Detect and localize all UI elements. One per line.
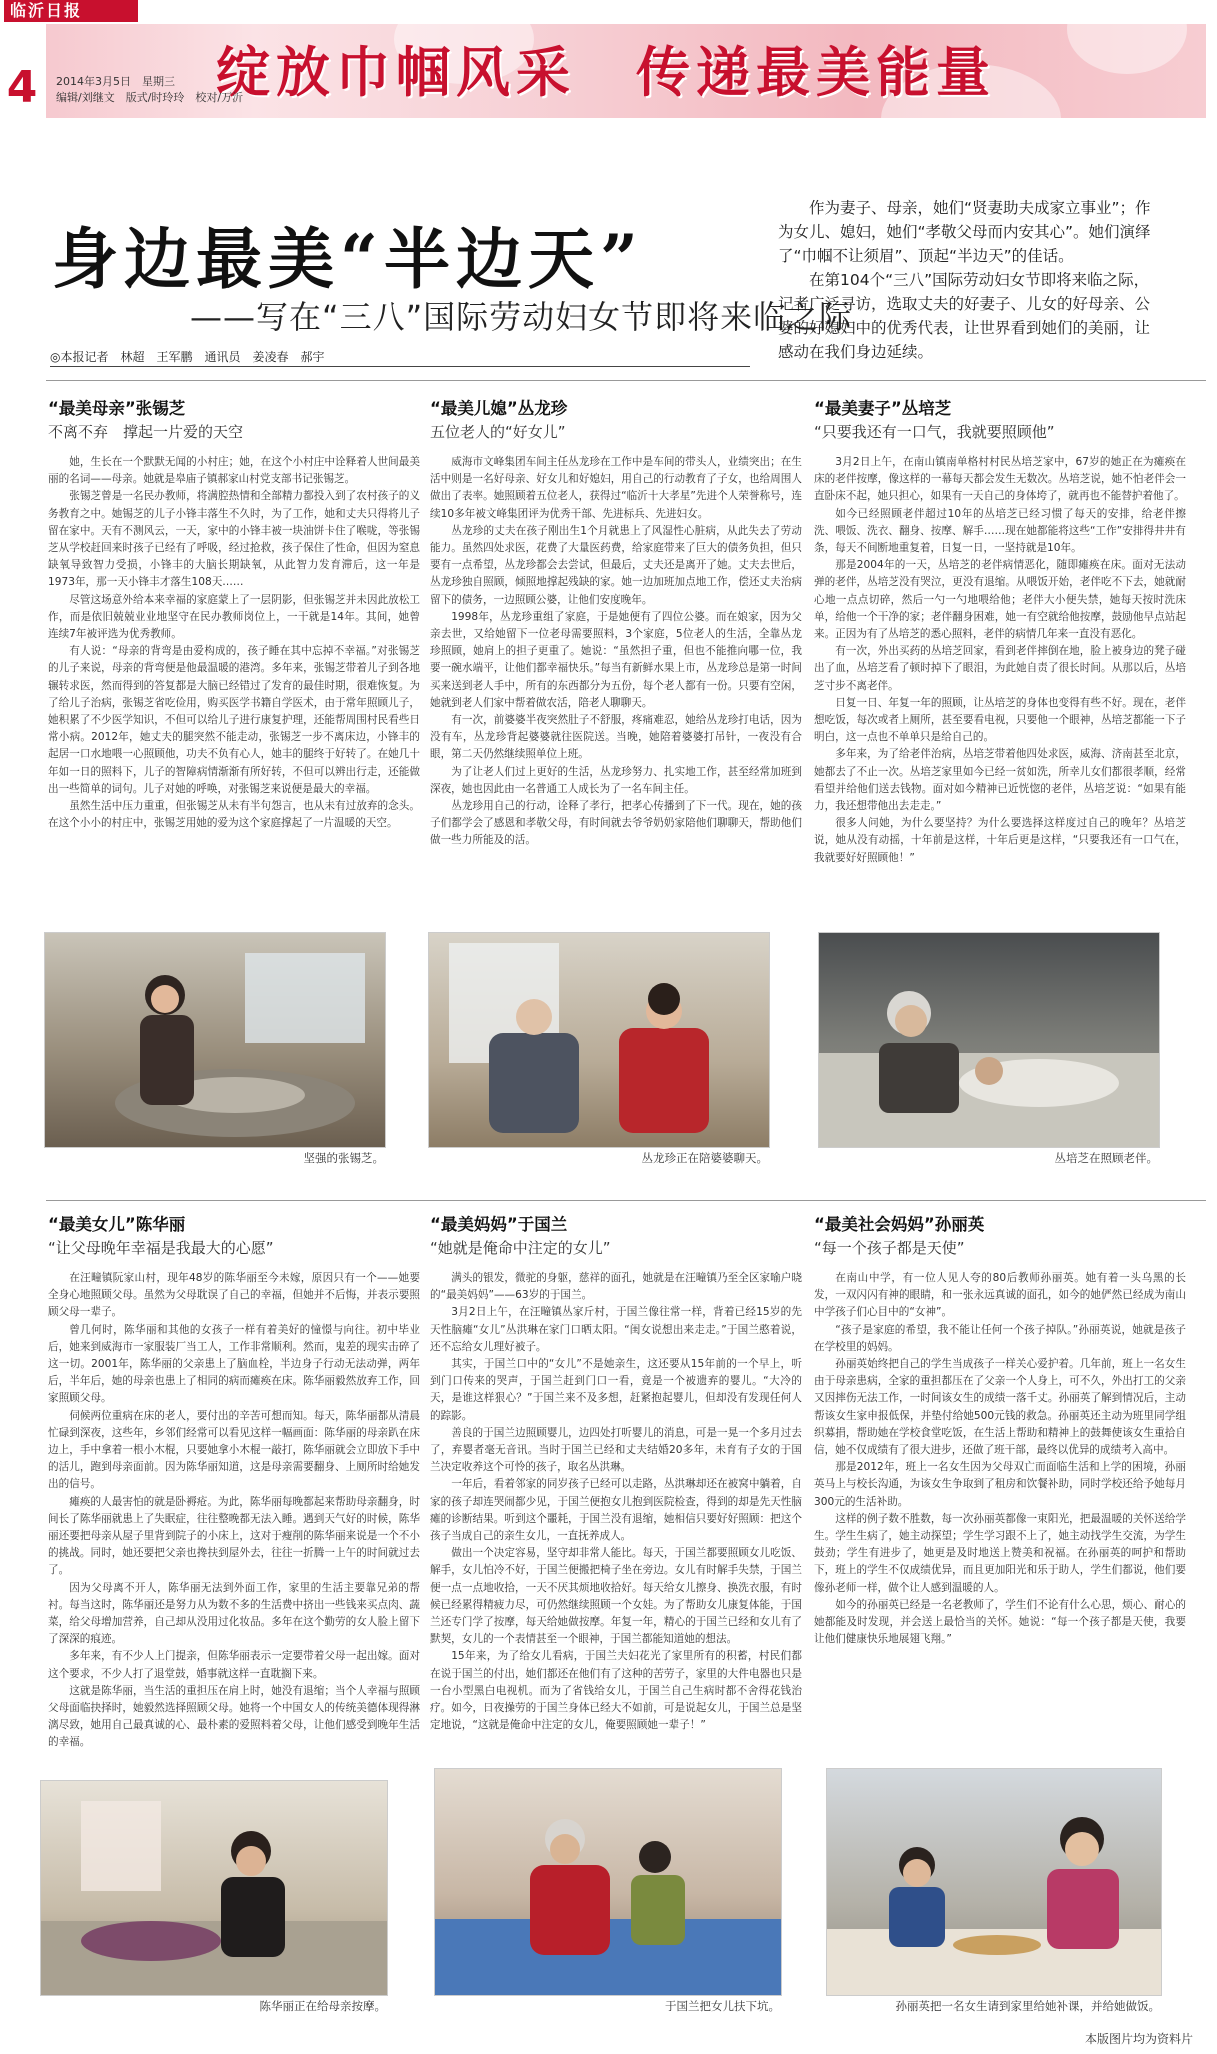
article-paragraph: 善良的于国兰边照顾婴儿，边四处打听婴儿的消息，可是一晃一个多月过去了，弃婴者毫无音讯。当时于国兰已经和丈夫结婚20多年，未育有子女的于国兰决定收养这个可怜的孩子，取名丛洪琳。 [430,1426,802,1474]
article-paragraph: 很多人问她，为什么要坚持？为什么要选择这样度过自己的晚年？丛培芝说，她从没有动摇，十年前是这样，十年后更是这样，“只要我还有一口气在，我就要好好照顾他！” [814,817,1186,864]
article-paragraph: 她，生长在一个默默无闻的小村庄；她，在这个小村庄中诠释着人世间最美丽的名词——母亲。她就是皋庙子镇郝家山村党支部书记张锡芝。 [48,456,420,486]
article-subtitle: “每一个孩子都是天使” [814,1239,965,1257]
article-paragraph: 张锡芝曾是一名民办教师，将满腔热情和全部精力都投入到了农村孩子的义务教育之中。她锡芝的儿子小锋丰落生不久时，为了工作，她和丈夫只得将儿子留在家中。天有不测风云，一天，家中的小锋丰被一块油饼卡住了喉咙，等张锡芝从学校赶回来时孩子已经有了呼吸，经过抢救，孩子保住了性命，但因为窒息缺氧导致智力受损，小锋丰的大脑长期缺氧，从此智力发育滞后，这一年是1973年，那一天小锋丰才落生108天…… [48,490,420,589]
conversation-scene-image [429,933,769,1147]
article-body [430,454,802,850]
article-subtitle: “只要我还有一口气，我就要照顾他” [814,423,1055,441]
article-cong-longzhen [430,398,802,850]
section-divider [46,380,1206,381]
article-body [48,1270,420,1752]
photo-cong-peizhi [818,932,1160,1148]
photo-source-note: 本版图片均为资料片 [1084,2032,1193,2046]
massage-scene-image [41,1781,387,1995]
photo-caption: 丛龙珍正在陪婆婆聊天。 [641,1151,768,1165]
article-paragraph: 尽管这场意外给本来幸福的家庭蒙上了一层阴影，但张锡芝并未因此放松工作，而是依旧兢兢业业地坚守在民办教师岗位上，一干就是14年。其间，她曾连续7年被评选为优秀教师。 [48,593,420,641]
article-title: “最美女儿”陈华丽 [48,1215,186,1234]
feature-title: 身边最美“半边天” [52,220,644,298]
article-paragraph: 满头的银发，微驼的身躯，慈祥的面孔，她就是在汪疃镇乃至全区家喻户晓的“最美妈妈”——63岁的于国兰。 [430,1272,802,1302]
article-paragraph: 在汪疃镇阮家山村，现年48岁的陈华丽至今未嫁，原因只有一个——她要全身心地照顾父母。虽然为父母耽误了自己的幸福，但她并不后悔，并表示要照顾父母一辈子。 [48,1272,420,1319]
article-paragraph: 丛龙珍的丈夫在孩子刚出生1个月就患上了风湿性心脏病，从此失去了劳动能力。虽然四处求医，花费了大量医药费，给家庭带来了巨大的债务负担，但只要有一点希望，丛龙珍都会去尝试，但最后，丈夫还是离开了她。丈夫去世后，丛龙珍独自照顾，倾照地撑起残缺的家。她一边加班加点地工作，偿还丈夫治病留下的债务，一边照顾公婆，让他们安度晚年。 [430,524,802,606]
article-subtitle: 五位老人的“好女儿” [430,423,566,441]
section-divider [46,1200,1206,1201]
page-number: 4 [6,62,38,113]
article-paragraph: “孩子是家庭的希望，我不能让任何一个孩子掉队。”孙丽英说，她就是孩子在学校里的妈妈。 [814,1323,1186,1353]
article-sun-liying [814,1214,1186,1648]
article-title: “最美儿媳”丛龙珍 [430,399,568,418]
intro-paragraph: 在第104个“三八”国际劳动妇女节即将来临之际，记者广泛寻访，选取丈夫的好妻子、儿女的好母亲、公婆的好媳妇中的优秀代表，让世界看到她们的美丽，让感动在我们身边延续。 [778,271,1151,361]
article-body [814,454,1186,867]
article-subtitle: “让父母晚年幸福是我最大的心愿” [48,1239,274,1257]
article-paragraph: 一年后，看着邻家的同岁孩子已经可以走路，丛洪琳却还在被窝中躺着，自家的孩子却连哭闹都少见，于国兰便抱女儿抱到医院检查，得到的却是先天性脑瘫的诊断结果。听到这个噩耗，于国兰没有退缩，她相信只要好好照顾：把这个孩子当成自己的亲生女儿，一直抚养成人。 [430,1478,802,1543]
article-title: “最美母亲”张锡芝 [48,399,186,418]
article-paragraph: 这样的例子数不胜数，每一次孙丽英都像一束阳光，把最温暖的关怀送给学生。学生生病了，她主动探望；学生学习跟不上了，她主动找学生交流，为学生鼓劲；学生有进步了，她更是及时地送上赞美和祝福。在孙丽英的呵护和帮助下，班上的学生不仅成绩优异，而且更加阳光和乐于助人，学生们都说，他们要像孙老师一样，做个让人感到温暖的人。 [814,1512,1186,1594]
article-paragraph: 因为父母离不开人，陈华丽无法到外面工作，家里的生活主要靠兄弟的帮衬。每当这时，陈华丽还是努力从为数不多的生活费中挤出一些钱来买点肉、蔬菜，给父母增加营养，自己却从没用过化妆品。多年在这个勤劳的女人脸上留下了深深的痕迹。 [48,1581,420,1646]
article-paragraph: 3月2日上午，在汪疃镇丛家斤村，于国兰像往常一样，背着已经15岁的先天性脑瘫“女儿”丛洪琳在家门口晒太阳。“闺女说想出来走走。”于国兰憨着说，还不忘给女儿理好被子。 [430,1306,802,1353]
article-body [430,1270,802,1734]
article-paragraph: 多年来，为了给老伴治病，丛培芝带着他四处求医，威海、济南甚至北京，她都去了不止一次。丛培芝家里如今已经一贫如洗，所幸儿女们都很孝顺，经常看望并给他们送去钱物。面对如今精神已近恍惚的老伴，丛培芝说：“如果有能力，我还想带他出去走走。” [814,748,1186,813]
feature-subtitle: ——写在“三八”国际劳动妇女节即将来临之际 [190,298,853,336]
article-paragraph: 如今的孙丽英已经是一名老教师了，学生们不论有什么心思，烦心、耐心的她都能及时发现，并会送上最恰当的关怀。她说：“每一个孩子都是天使，我要让他们健康快乐地展翅飞翔。” [814,1598,1186,1646]
article-paragraph: 1998年，丛龙珍重组了家庭，于是她便有了四位公婆。而在娘家，因为父亲去世，又给她留下一位老母需要照料，3个家庭，5位老人的生活，全靠丛龙珍照顾，她肩上的担子更重了。她说：“虽然担子重，但也不能推向哪一位，我要一碗水端平，让他们都幸福快乐。”每当有新鲜水果上市，丛龙珍总是第一时间买来送到老人手中，所有的东西都分为五份，每个老人都有一份。只要有空闲，她就到老人们家中帮着做农活，陪老人聊聊天。 [430,610,802,709]
article-paragraph: 威海市文峰集团车间主任丛龙珍在工作中是车间的带头人，业绩突出；在生活中则是一名好母亲、好女儿和好媳妇，用自己的行动教育了子女，也给周围人做出了表率。她照顾着五位老人，获得过“临沂十大孝星”先进个人荣誉称号，连续10多年被文峰集团评为优秀干部、先进标兵、先进妇女。 [430,456,802,520]
article-paragraph: 3月2日上午，在南山镇南单格村村民丛培芝家中，67岁的她正在为瘫痪在床的老伴按摩，像这样的一幕每天都会发生无数次。丛培芝说，她不怕老伴会一直卧床不起，她只担心，如果有一天自己的身体垮了，就再也不能替护着他了。 [814,456,1186,503]
photo-zhang-xizhi [44,932,386,1148]
article-paragraph: 有一次，外出买药的丛培芝回家，看到老伴摔倒在地，脸上被身边的凳子碰出了血，丛培芝看了顿时掉下了眼泪，为此她自责了很长时间。从那以后，丛培芝寸步不离老伴。 [814,645,1186,692]
article-paragraph: 其实，于国兰口中的“女儿”不是她亲生，这还要从15年前的一个早上，听到门口传来的哭声，于国兰赶到门口一看，竟是一个被遗弃的婴儿。“大冷的天，是谁这样狠心？”于国兰来不及多想，赶紧抱起婴儿，但却没有发现任何人的踪影。 [430,1358,802,1422]
article-paragraph: 那是2004年的一天，丛培芝的老伴病情恶化，随即瘫痪在床。面对无法动弹的老伴，丛培芝没有哭泣，更没有退缩。从喂饭开始，老伴吃不下去，她就耐心地一点点切碎，然后一勺一勺地喂给他；老伴大小便失禁，她每天按时洗床单，给他一个干净的家；老伴翻身困难，她一有空就给他按摩，鼓励他早点站起来。正因为有了丛培芝的悉心照料，老伴的病情几年来一直没有恶化。 [814,559,1186,641]
article-paragraph: 在南山中学，有一位人见人夸的80后教师孙丽英。她有着一头乌黑的长发，一双闪闪有神的眼睛，和一张永远真诚的面孔，如今的她俨然已经成为南山中学孩子们心目中的“女神”。 [814,1272,1186,1319]
photo-cong-longzhen [428,932,770,1148]
article-paragraph: 为了让老人们过上更好的生活，丛龙珍努力、扎实地工作，甚至经常加班到深夜，她也因此由一名普通工人成长为了一名车间主任。 [430,765,802,795]
article-paragraph: 这就是陈华丽，当生活的重担压在肩上时，她没有退缩；当个人幸福与照顾父母面临抉择时，她毅然选择照顾父母。她将一个中国女人的传统美德体现得淋漓尽致，她用自己最真诚的心、最朴素的爱照料着父母，让他们感受到晚年生活的幸福。 [48,1684,420,1749]
article-title: “最美妈妈”于国兰 [430,1215,568,1234]
photo-sun-liying [826,1768,1162,1996]
article-paragraph: 有一次，前婆婆半夜突然肚子不舒服，疼痛难忍，她给丛龙珍打电话，因为没有车，丛龙珍背起婆婆就往医院送。当晚，她陪着婆婆打吊针，一夜没有合眼，第二天仍然继续照单位上班。 [430,714,802,761]
photo-caption: 孙丽英把一名女生请到家里给她补课，并给她做饭。 [895,1999,1160,2013]
byline: ◎本报记者 林超 王军鹏 通讯员 姜凌春 郝宇 [50,350,325,364]
article-title: “最美社会妈妈”孙丽英 [814,1215,985,1234]
article-body [48,454,420,832]
article-title: “最美妻子”丛培芝 [814,399,952,418]
article-paragraph: 曾几何时，陈华丽和其他的女孩子一样有着美好的憧憬与向往。初中毕业后，她来到威海市一家服装厂当工人，工作非常顺利。然而，鬼差的现实击碎了这一切。2001年，陈华丽的父亲患上了脑血栓，半边身子行动无法动弹，两年后，半年后，她的母亲也患上了相同的病而瘫痪在床。陈华丽毅然放弃工作，回家照顾父母。 [48,1323,420,1405]
article-paragraph: 有人说：“母亲的背弯是由爱构成的，孩子睡在其中忘掉不幸福。”对张锡芝的儿子来说，母亲的背弯便是他最温暖的港湾。多年来，张锡芝带着儿子到各地辗转求医，然而得到的答复都是大脑已经错过了发育的最佳时期，很难恢复。为了给儿子治病，张锡芝省吃俭用，购买医学书籍自学医术，由于常年照顾儿子，她积累了不少医学知识，不但可以给儿子进行康复护理，还能帮周围村民看些日常小病。2012年，她丈夫的腿突然不能走动，张锡芝一步不离床边，小锋丰的起居一口水地喂一心照顾他，功夫不负有心人，她丰的腿终于好转了。在她几十年如一日的照料下，儿子的智障病情渐渐有所好转，不但可以辨出行走，还能做出一些简单的词句。儿子对她的呼唤，对张锡芝来说便是最大的幸福。 [48,645,420,795]
newspaper-logo: 临沂日报 [4,0,138,22]
cooking-scene-image [45,933,385,1147]
article-subtitle: “她就是俺命中注定的女儿” [430,1239,611,1257]
feature-intro [778,196,1158,364]
helping-daughter-image [435,1769,781,1995]
intro-paragraph: 作为妻子、母亲，她们“贤妻助夫成家立事业”；作为女儿、媳妇，她们“孝敬父母而内安其心”。她们演绎了“巾帼不让须眉”、顶起“半边天”的佳话。 [778,199,1151,265]
photo-chen-huali [40,1780,388,1996]
article-paragraph: 孙丽英始终把自己的学生当成孩子一样关心爱护着。几年前，班上一名女生由于母亲患病，全家的重担都压在了父亲一个人身上，可不久，外出打工的父亲又因摔伤无法工作，一时间该女生的成绩一落千丈。孙丽英了解到情况后，主动帮该女生家申报低保，并垫付给她500元钱的救急。孙丽英还主动为班里同学组织募捐，帮助她在学校食堂吃饭，在生活上帮助和精神上的鼓舞使该女生重拾自信，她不仅成绩有了很大进步，还做了班干部，最终以优异的成绩考入高中。 [814,1358,1186,1457]
article-chen-huali [48,1214,420,1752]
article-paragraph: 多年来，有不少人上门提亲，但陈华丽表示一定要带着父母一起出嫁。面对这个要求，不少人打了退堂鼓，婚事就这样一直耽搁下来。 [48,1650,420,1680]
article-paragraph: 瘫痪的人最害怕的就是卧褥疮。为此，陈华丽每晚都起来帮助母亲翻身，时间长了陈华丽就患上了失眠症，往往整晚都无法入睡。遇到天气好的时候，陈华丽还要把母亲从屋子里背到院子的小床上，这对于瘦削的陈华丽来说是一个不小的挑战。同时，她还要把父亲也搀扶到屋外去，往往一折腾一上午的时间就过去了。 [48,1495,420,1577]
photo-caption: 于国兰把女儿扶下坑。 [665,1999,780,2013]
article-paragraph: 15年来，为了给女儿看病，于国兰夫妇花光了家里所有的积蓄，村民们都在说于国兰的付出，她们都还在他们有了这种的苦劳子，家里的大件电器也只是一台小型黑白电视机。而为了省钱给女儿，于国兰自己生病时都不舍得花钱治疗。如今，日夜操劳的于国兰身体已经大不如前，可是说起女儿，于国兰总是坚定地说，“这就是俺命中注定的女儿，俺要照顾她一辈子！” [430,1650,802,1732]
photo-caption: 陈华丽正在给母亲按摩。 [259,1999,386,2013]
article-cong-peizhi [814,398,1186,867]
caregiving-scene-image [819,933,1159,1147]
article-body [814,1270,1186,1648]
editors-line: 编辑/刘继文 版式/时玲玲 校对/万沂 [56,91,244,104]
article-paragraph: 做出一个决定容易，坚守却非常人能比。每天，于国兰都要照顾女儿吃饭、解手，女儿怕冷不好，于国兰便搬把椅子坐在旁边。女儿有时解手失禁，于国兰便一点一点地收拾，一天不厌其烦地收拾好。每天给女儿擦身、换洗衣服，有时候已经累得精疲力尽，可仍然继续照顾一个女娃。为了帮助女儿康复体能，于国兰还专门学了按摩，每天给她做按摩。年复一年，精心的于国兰已经和女儿有了默契，女儿的一个表情甚至一个眼神，于国兰都能知道她的想法。 [430,1547,802,1646]
photo-yu-guolan [434,1768,782,1996]
article-zhang-xizhi [48,398,420,832]
photo-caption: 丛培芝在照顾老伴。 [1054,1151,1158,1165]
article-paragraph: 那是2012年，班上一名女生因为父母双亡而面临生活和上学的困境，孙丽英马上与校长沟通，为该女生争取到了租房和饮餐补助，同时学校还给予她每月300元的生活补助。 [814,1461,1186,1508]
banner-title: 绽放巾帼风采 传递最美能量 [216,40,996,104]
byline-divider [50,366,750,367]
tutoring-scene-image [827,1769,1161,1995]
article-paragraph: 如今已经照顾老伴超过10年的丛培芝已经习惯了每天的安排，给老伴擦洗、喂饭、洗衣、翻身、按摩、解手……现在她都能将这些“工作”安排得井井有条，每天不间断地重复着，日复一日，一坚持就是10年。 [814,507,1186,555]
article-paragraph: 虽然生活中压力重重，但张锡芝从未有半句怨言，也从未有过放弃的念头。在这个小小的村庄中，张锡芝用她的爱为这个家庭撑起了一片温暖的天空。 [48,800,420,830]
article-yu-guolan [430,1214,802,1734]
article-paragraph: 日复一日、年复一年的照顾，让丛培芝的身体也变得有些不好。现在，老伴想吃饭，每次或者上厕所，甚至要看电视，只要他一个眼神，丛培芝都能一下子明白，这一点也不单单只是给自己的。 [814,696,1186,744]
photo-caption: 坚强的张锡芝。 [303,1151,384,1165]
date-line: 2014年3月5日 星期三 [56,75,175,88]
article-paragraph: 伺候两位重病在床的老人，要付出的辛苦可想而知。每天，陈华丽都从清晨忙碌到深夜，这些年，乡邻们经常可以看见这样一幅画面：陈华丽的母亲趴在床边上，手中拿着一根小木棍，只要她拿小木棍一敲打，陈华丽就会立即放下手中的活儿，跑到母亲面前。因为陈华丽知道，这是母亲需要翻身、上厕所时给她发出的信号。 [48,1409,420,1491]
article-subtitle: 不离不弃 撑起一片爱的天空 [48,423,244,441]
article-paragraph: 丛龙珍用自己的行动，诠释了孝行，把孝心传播到了下一代。现在，她的孩子们都学会了感恩和孝敬父母，有时间就去爷爷奶奶家陪他们聊聊天，帮助他们做一些力所能及的活。 [430,800,802,847]
